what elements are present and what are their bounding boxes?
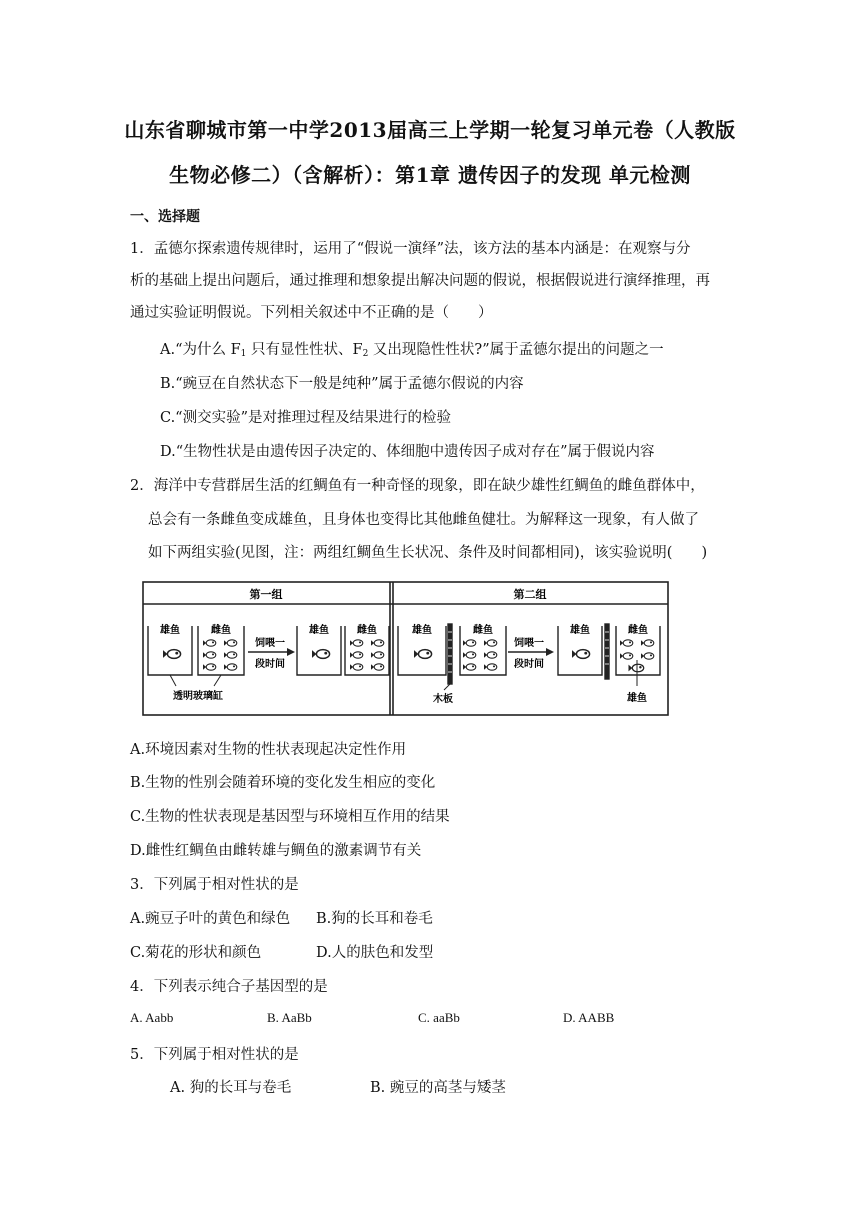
q5-option-a: A. 狗的长耳与卷毛 <box>170 1080 292 1096</box>
female-fish-icon <box>484 664 497 670</box>
glass-tank-label: 透明玻璃缸 <box>173 691 223 702</box>
q1-option-a-text-3: 又出现隐性性状?”属于孟德尔提出的问题之一 <box>368 342 664 358</box>
female-fish-icon <box>224 652 237 658</box>
transformed-male-label: 雄鱼 <box>627 693 647 704</box>
q2-stem-line-3: 如下两组实验(见图，注：两组红鲷鱼生长状况、条件及时间都相同)，该实验说明( ) <box>148 545 708 561</box>
g2-tank2-female-label: 雌鱼 <box>473 625 493 636</box>
subscript-2: 2 <box>362 349 369 359</box>
q5-stem: 5．下列属于相对性状的是 <box>130 1047 299 1063</box>
female-fish-icon <box>463 652 476 658</box>
q2-option-d: D.雌性红鲷鱼由雌转雄与鲷鱼的激素调节有关 <box>130 843 422 859</box>
g1-feed-label-2: 段时间 <box>255 659 285 670</box>
g2-feed-label-2: 段时间 <box>514 659 544 670</box>
g1-tank2-female-label: 雌鱼 <box>211 625 231 636</box>
q3-option-d: D.人的肤色和发型 <box>316 945 434 961</box>
q1-option-a-text-1: A.“为什么 F <box>160 342 241 358</box>
female-fish-icon <box>620 640 633 646</box>
q1-stem-line-2: 析的基础上提出问题后，通过推理和想象提出解决问题的假说，根据假说进行演绎推理，再 <box>130 273 710 289</box>
q1-option-c: C.“测交实验”是对推理过程及结果进行的检验 <box>160 410 452 426</box>
q1-option-b: B.“豌豆在自然状态下一般是纯种”属于孟德尔假说的内容 <box>160 376 524 392</box>
g2-tank4-female-label: 雌鱼 <box>628 625 648 636</box>
g2-tank1-male-label: 雄鱼 <box>412 625 432 636</box>
female-fish-icon <box>463 640 476 646</box>
fish-layer <box>163 640 654 672</box>
female-fish-icon <box>484 640 497 646</box>
g1-tank3-male-label: 雄鱼 <box>309 625 329 636</box>
q4-option-c: C. aaBb <box>418 1010 460 1025</box>
q3-option-b: B.狗的长耳和卷毛 <box>316 911 433 927</box>
female-fish-icon <box>203 640 216 646</box>
transformed-male-fish-icon <box>629 664 644 672</box>
q3-option-a: A.豌豆子叶的黄色和绿色 <box>130 911 291 927</box>
male-fish-icon <box>312 650 330 659</box>
q3-stem: 3．下列属于相对性状的是 <box>130 877 299 893</box>
q1-option-d: D.“生物性状是由遗传因子决定的、体细胞中遗传因子成对存在”属于假说内容 <box>160 444 655 460</box>
female-fish-icon <box>371 652 384 658</box>
female-fish-icon <box>224 640 237 646</box>
male-fish-icon <box>572 650 590 659</box>
female-fish-icon <box>350 640 363 646</box>
group2-label: 第二组 <box>513 588 547 601</box>
g1-tank1-male-label: 雄鱼 <box>160 625 180 636</box>
group1-label: 第一组 <box>249 588 283 601</box>
q2-option-a: A.环境因素对生物的性状表现起决定性作用 <box>130 742 407 758</box>
g2-tank3-male-label: 雄鱼 <box>570 625 590 636</box>
document-title-line-1: 山东省聊城市第一中学2013届高三上学期一轮复习单元卷（人教版 <box>124 118 736 142</box>
female-fish-icon <box>641 653 654 659</box>
q4-option-b: B. AaBb <box>267 1010 312 1025</box>
q2-option-b: B.生物的性别会随着环境的变化发生相应的变化 <box>130 775 436 791</box>
g2-feed-label-1: 饲喂一 <box>514 638 544 649</box>
female-fish-icon <box>203 652 216 658</box>
subscript-1: 1 <box>240 349 247 359</box>
q5-option-b: B. 豌豆的高茎与矮茎 <box>370 1080 506 1096</box>
female-fish-icon <box>620 653 633 659</box>
female-fish-icon <box>371 664 384 670</box>
q2-stem-line-1: 2．海洋中专营群居生活的红鲷鱼有一种奇怪的现象，即在缺少雄性红鲷鱼的雌鱼群体中， <box>130 478 705 494</box>
female-fish-icon <box>350 652 363 658</box>
g1-tank4-female-label: 雌鱼 <box>357 625 377 636</box>
q3-option-c: C.菊花的形状和颜色 <box>130 945 262 961</box>
male-fish-icon <box>414 650 432 659</box>
female-fish-icon <box>484 652 497 658</box>
q4-option-a: A. Aabb <box>130 1010 174 1025</box>
board-label: 木板 <box>433 694 453 705</box>
experiment-figure <box>140 580 672 720</box>
female-fish-icon <box>641 640 654 646</box>
section-heading: 一、选择题 <box>130 209 200 225</box>
female-fish-icon <box>224 664 237 670</box>
q1-stem-line-1: 1．孟德尔探索遗传规律时，运用了“假说一演绎”法，该方法的基本内涵是：在观察与分 <box>130 241 691 257</box>
document-title-line-2: 生物必修二）（含解析）：第1章 遗传因子的发现 单元检测 <box>169 163 691 187</box>
g1-feed-label-1: 饲喂一 <box>255 638 285 649</box>
q4-option-d: D. AABB <box>563 1010 615 1025</box>
q1-option-a <box>160 338 664 359</box>
q1-option-a-text-2: 只有显性性状、F <box>246 342 363 358</box>
q2-option-c: C.生物的性状表现是基因型与环境相互作用的结果 <box>130 809 450 825</box>
q1-stem-line-3: 通过实验证明假说。下列相关叙述中不正确的是（ ） <box>130 305 493 321</box>
q2-stem-line-2: 总会有一条雌鱼变成雄鱼，且身体也变得比其他雌鱼健壮。为解释这一现象，有人做了 <box>148 512 699 528</box>
female-fish-icon <box>371 640 384 646</box>
female-fish-icon <box>350 664 363 670</box>
male-fish-icon <box>163 650 181 659</box>
female-fish-icon <box>203 664 216 670</box>
female-fish-icon <box>463 664 476 670</box>
q4-stem: 4．下列表示纯合子基因型的是 <box>130 979 328 995</box>
